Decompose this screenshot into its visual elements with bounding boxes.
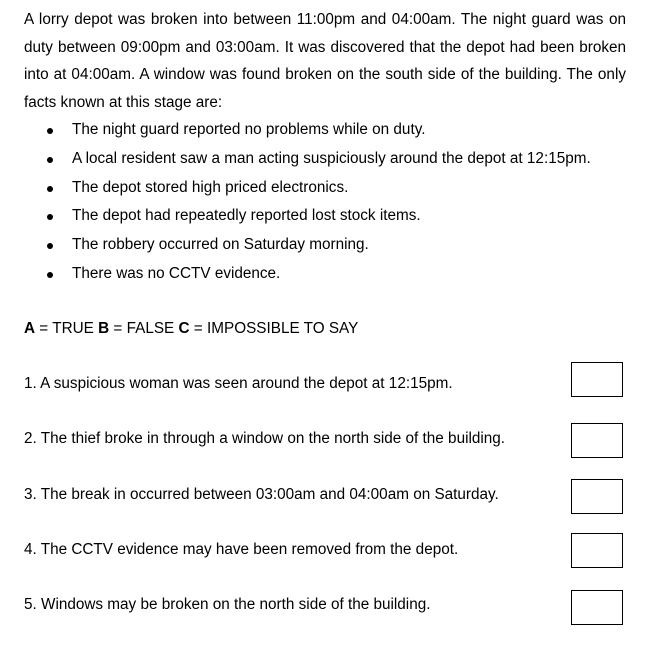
bullet-icon: [47, 243, 53, 249]
bullet-icon: [47, 214, 53, 220]
answer-box-2[interactable]: [571, 423, 623, 458]
fact-text: A local resident saw a man acting suspiciously around the depot at 12:15pm.: [72, 149, 591, 167]
question-2: 2. The thief broke in through a window on the north side of the building.: [24, 430, 506, 447]
fact-text: The night guard reported no problems while on duty.: [72, 121, 426, 138]
legend-b-text: = FALSE: [109, 320, 179, 337]
answer-box-4[interactable]: [571, 533, 623, 568]
answer-box-3[interactable]: [571, 479, 623, 514]
bullet-icon: [47, 186, 53, 192]
bullet-icon: [47, 272, 53, 278]
question-4: 4. The CCTV evidence may have been removed from the depot.: [24, 541, 459, 558]
fact-text: The depot stored high priced electronics.: [72, 178, 349, 196]
legend-c-letter: C: [178, 320, 190, 337]
fact-text: The robbery occurred on Saturday morning.: [72, 236, 369, 254]
fact-text: There was no CCTV evidence.: [72, 264, 281, 282]
bullet-icon: [47, 157, 53, 163]
fact-text: The depot had repeatedly reported lost stock items.: [72, 207, 421, 225]
bullet-icon: [47, 128, 53, 134]
passage-paragraph: A lorry depot was broken into between 11:00pm and 04:00am. The night guard was on duty between 09:00pm and 03:00am. It was discovered that the depot had been broken into at 04:00am. A window was found broken on the south side of the building. The only facts known at this stage are:: [24, 11, 626, 111]
legend-c-text: = IMPOSSIBLE TO SAY: [189, 320, 359, 337]
answer-box-1[interactable]: [571, 362, 623, 397]
legend-a-text: = TRUE: [35, 320, 99, 337]
question-3: 3. The break in occurred between 03:00am and 04:00am on Saturday.: [24, 486, 499, 503]
answer-key-legend: [24, 318, 358, 340]
question-1: 1. A suspicious woman was seen around the depot at 12:15pm.: [24, 375, 453, 392]
question-5: 5. Windows may be broken on the north side of the building.: [24, 596, 431, 613]
legend-b-letter: B: [98, 320, 110, 337]
legend-a-letter: A: [24, 320, 36, 337]
answer-box-5[interactable]: [571, 590, 623, 625]
